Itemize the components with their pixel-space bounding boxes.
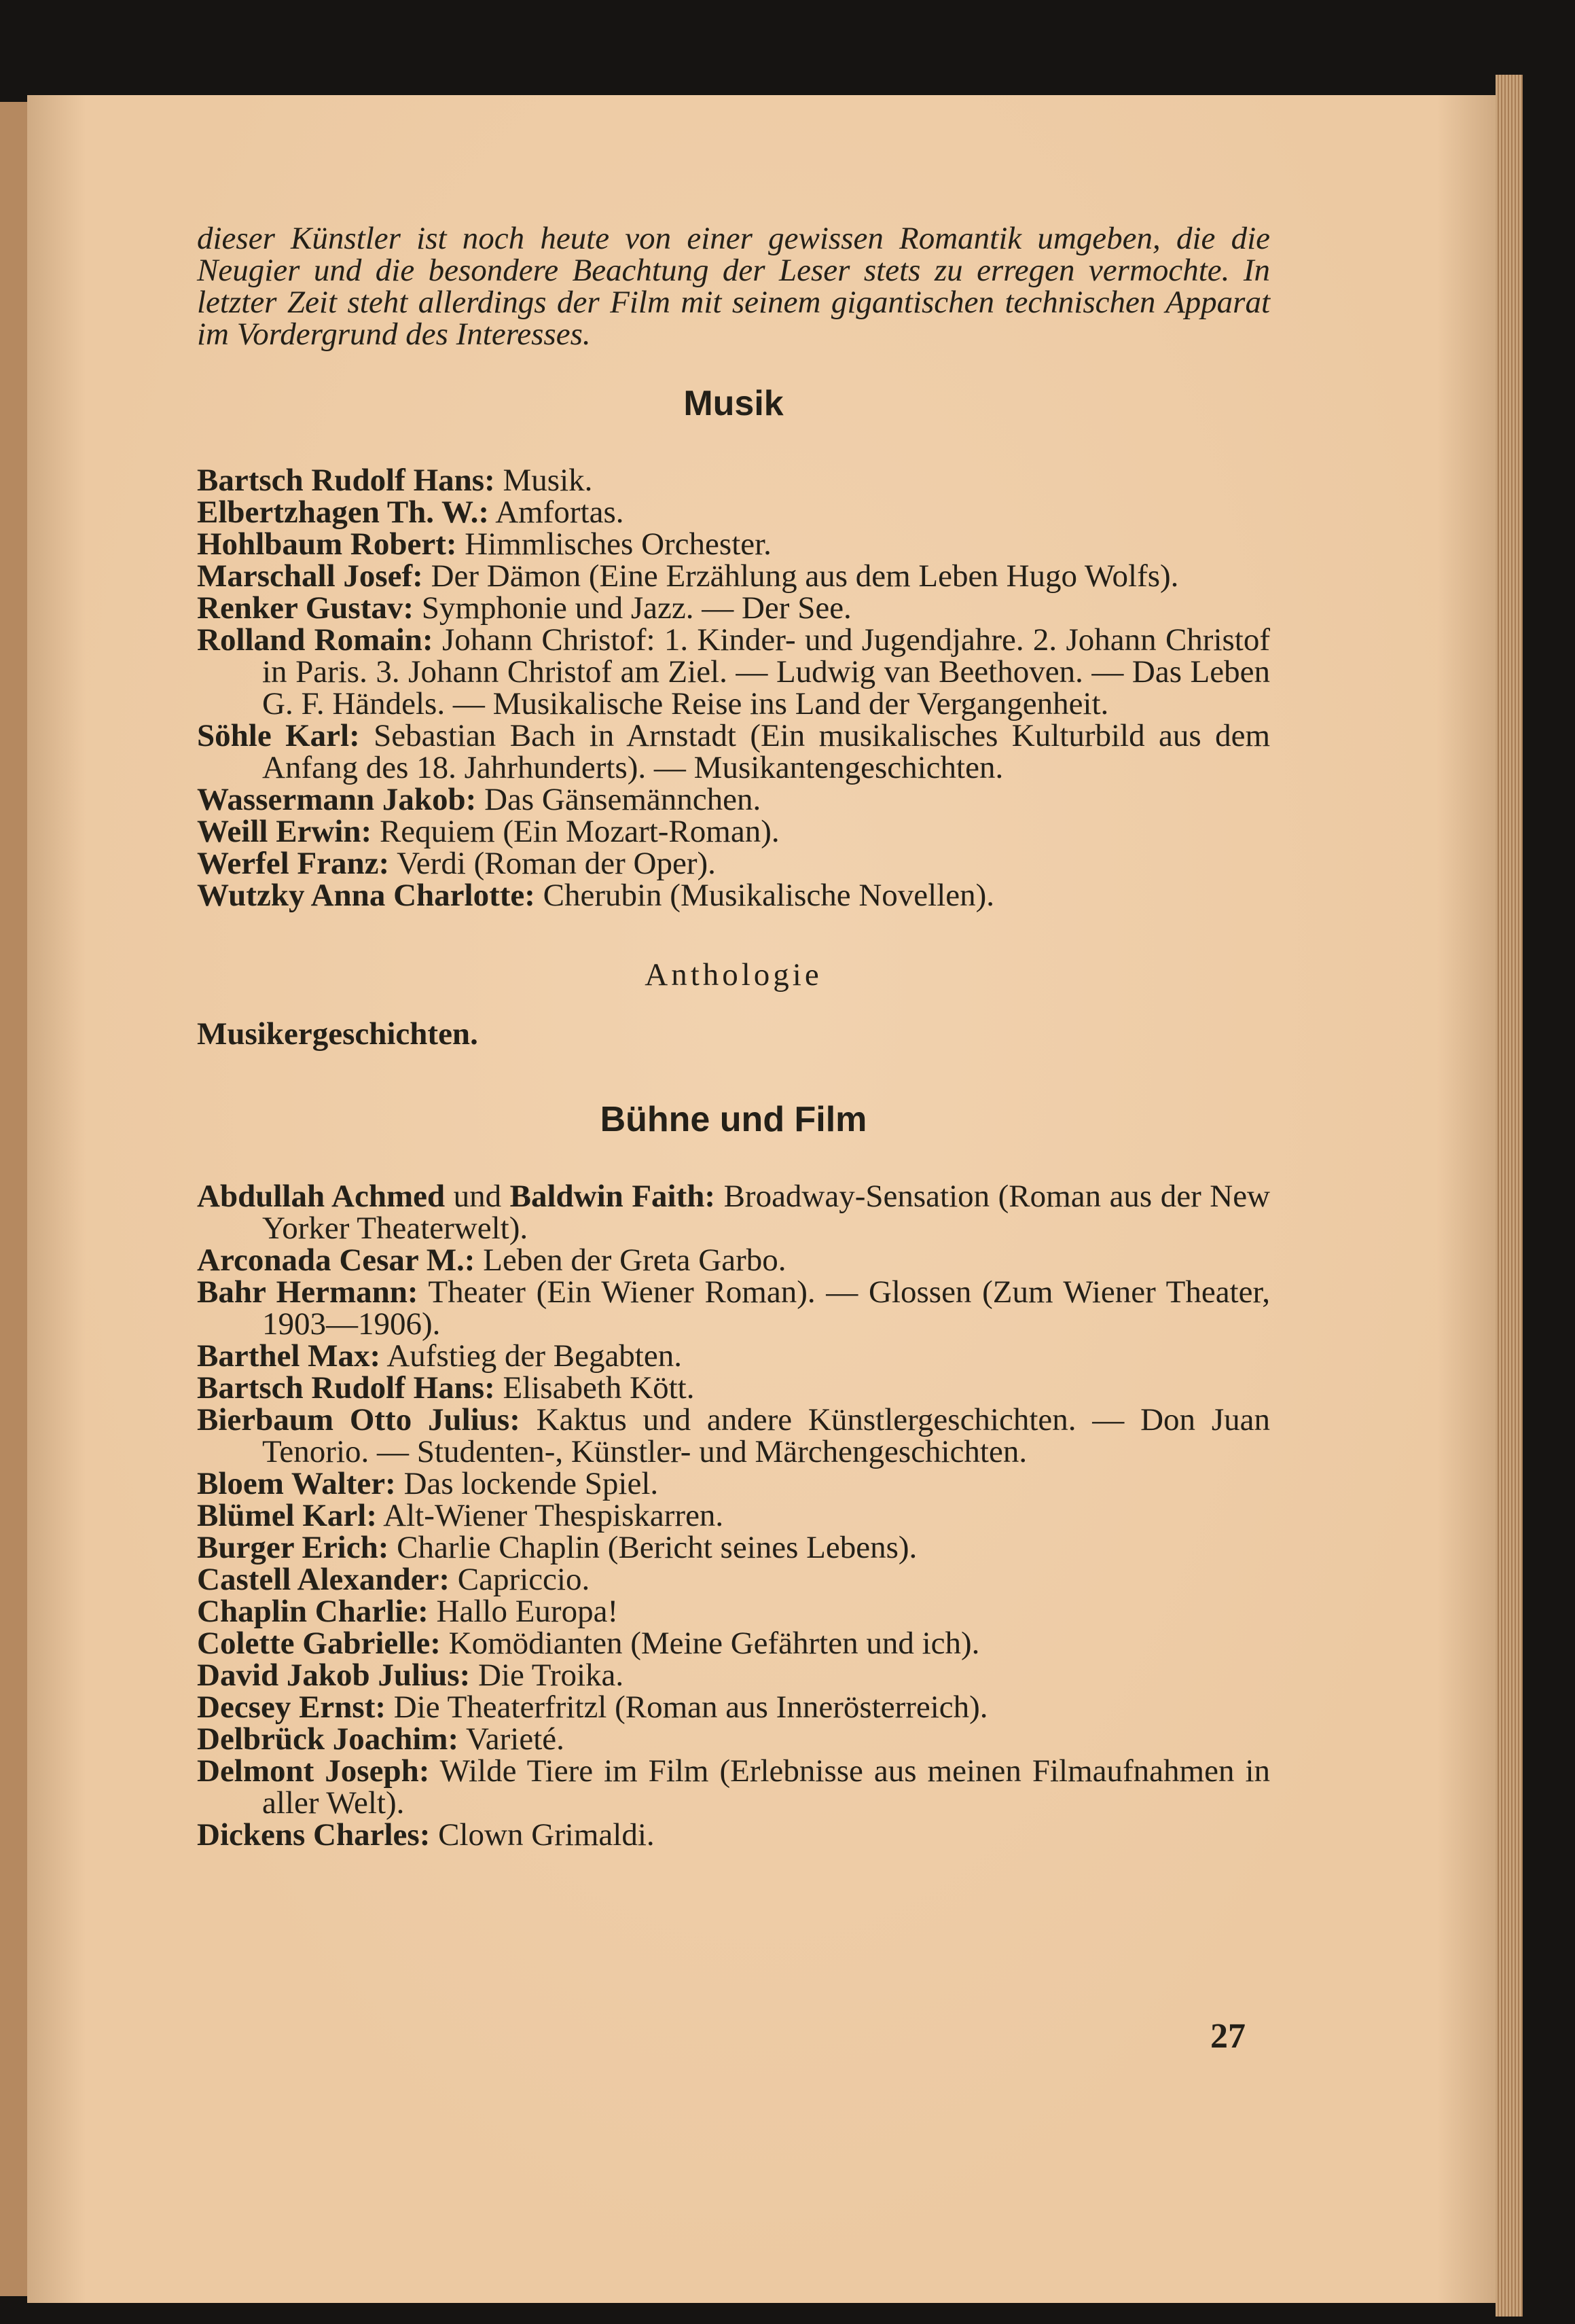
- musik-entry: [197, 784, 1270, 816]
- entry-author: Bierbaum Otto Julius:: [197, 1402, 520, 1437]
- entry-works: Broadway-Sensation (Roman aus der New Yorker Theaterwelt).: [262, 1179, 1270, 1246]
- entry-author: Delmont Joseph:: [197, 1753, 430, 1789]
- entry-works: Sebastian Bach in Arnstadt (Ein musikalisches Kulturbild aus dem Anfang des 18. Jahrhunderts). — Musikantengeschichten.: [262, 718, 1271, 785]
- entry-works: Das Gänsemännchen.: [484, 782, 761, 817]
- entry-author: Wutzky Anna Charlotte:: [197, 878, 535, 913]
- entry-works: Cherubin (Musikalische Novellen).: [543, 878, 995, 913]
- entry-works: Charlie Chaplin (Bericht seines Lebens).: [397, 1530, 918, 1565]
- entry-author: Bahr Hermann:: [197, 1274, 418, 1310]
- musik-entry: [197, 880, 1270, 912]
- entry-author: Renker Gustav:: [197, 590, 414, 626]
- entry-works: Alt-Wiener Thespiskarren.: [383, 1498, 724, 1533]
- entry-works: Himmlisches Orchester.: [465, 526, 772, 562]
- page-number: 27: [1210, 2017, 1246, 2056]
- buehne-entry: [197, 1692, 1270, 1723]
- buehne-entry: [197, 1340, 1270, 1372]
- page-stack-edge: [1496, 75, 1523, 2317]
- entry-author: Decsey Ernst:: [197, 1690, 386, 1725]
- buehne-entry: [197, 1564, 1270, 1596]
- musik-entry: [197, 720, 1270, 784]
- entry-author: Arconada Cesar M.:: [197, 1243, 475, 1278]
- entry-author: Marschall Josef:: [197, 558, 423, 594]
- entry-works: Die Theaterfritzl (Roman aus Innerösterreich).: [393, 1690, 988, 1725]
- buehne-entry: [197, 1468, 1270, 1500]
- buehne-entry: [197, 1245, 1270, 1276]
- entry-works: Leben der Greta Garbo.: [483, 1243, 786, 1278]
- buehne-entry: [197, 1723, 1270, 1755]
- buehne-entry: [197, 1819, 1270, 1851]
- entry-author: Werfel Franz:: [197, 846, 390, 881]
- entry-author: Hohlbaum Robert:: [197, 526, 457, 562]
- buehne-entry: [197, 1596, 1270, 1628]
- musik-entry: [197, 465, 1270, 497]
- entry-works: Musik.: [503, 463, 593, 498]
- musik-entry: [197, 497, 1270, 529]
- entry-works: Symphonie und Jazz. — Der See.: [421, 590, 852, 626]
- entry-author: David Jakob Julius:: [197, 1658, 471, 1693]
- entry-works: Elisabeth Kött.: [503, 1370, 695, 1406]
- entry-works: Capriccio.: [457, 1562, 590, 1597]
- intro-paragraph: dieser Künstler ist noch heute von einer gewissen Romantik umgeben, die die Neugier und die besondere Beachtung der Leser stets zu erregen vermochte. In letzter Zeit steht allerdings der Film mit seinem gigantischen technischen Apparat im Vordergrund des Interesses.: [197, 221, 1270, 352]
- entry-author: Colette Gabrielle:: [197, 1626, 441, 1661]
- entry-works: Das lockende Spiel.: [403, 1466, 659, 1501]
- buehne-entry: [197, 1660, 1270, 1692]
- entry-author: Dickens Charles:: [197, 1817, 431, 1853]
- entry-works: Hallo Europa!: [436, 1594, 619, 1629]
- section-heading-musik: Musik: [683, 384, 784, 423]
- entry-works: Requiem (Ein Mozart-Roman).: [379, 814, 780, 849]
- entry-author: Rolland Romain:: [197, 622, 433, 658]
- entry-works: Varieté.: [466, 1721, 564, 1757]
- entry-works: Theater (Ein Wiener Roman). — Glossen (Zum Wiener Theater, 1903—1906).: [262, 1274, 1270, 1342]
- buehne-entry-list: [197, 1181, 1270, 1851]
- entry-author: Weill Erwin:: [197, 814, 372, 849]
- entry-works: Wilde Tiere im Film (Erlebnisse aus meinen Filmaufnahmen in aller Welt).: [262, 1753, 1270, 1821]
- entry-works: Amfortas.: [495, 495, 624, 530]
- entry-conjunction: und: [445, 1179, 510, 1214]
- entry-author: Blümel Karl:: [197, 1498, 377, 1533]
- entry-author: Bloem Walter:: [197, 1466, 396, 1501]
- page-content: [197, 223, 1270, 1851]
- entry-author: Castell Alexander:: [197, 1562, 450, 1597]
- entry-author: Delbrück Joachim:: [197, 1721, 459, 1757]
- musik-entry: [197, 592, 1270, 624]
- entry-author: Wassermann Jakob:: [197, 782, 477, 817]
- buehne-entry: [197, 1755, 1270, 1819]
- entry-author-second: Baldwin Faith:: [509, 1179, 716, 1214]
- entry-works: Verdi (Roman der Oper).: [397, 846, 716, 881]
- musik-entry: [197, 526, 1270, 562]
- buehne-entry: [197, 1628, 1270, 1660]
- anthology-title: Musikergeschichten.: [197, 1016, 478, 1052]
- musik-entry: [197, 560, 1270, 592]
- section-heading-buehne-und-film: Bühne und Film: [600, 1100, 867, 1139]
- entry-works: Johann Christof: 1. Kinder- und Jugendjahre. 2. Johann Christof in Paris. 3. Johann Christof am Ziel. — Ludwig van Beethoven. — Das Leben G. F. Händels. — Musikalische Reise ins Land der Vergangenheit.: [262, 622, 1271, 721]
- entry-author: Burger Erich:: [197, 1530, 389, 1565]
- musik-entry: [197, 848, 1270, 880]
- buehne-entry: [197, 1276, 1270, 1340]
- buehne-entry: [197, 1404, 1270, 1468]
- buehne-entry: [197, 1500, 1270, 1532]
- buehne-entry: [197, 1372, 1270, 1404]
- entry-author: Bartsch Rudolf Hans:: [197, 463, 495, 498]
- entry-works: Aufstieg der Begabten.: [386, 1338, 682, 1374]
- musik-entry-list: [197, 465, 1270, 912]
- entry-works: Clown Grimaldi.: [438, 1817, 655, 1853]
- entry-works: Kaktus und andere Künstlergeschichten. — Don Juan Tenorio. — Studenten-, Künstler- und Märchengeschichten.: [262, 1402, 1270, 1469]
- entry-author: Bartsch Rudolf Hans:: [197, 1370, 495, 1406]
- musik-entry: [197, 816, 1270, 848]
- buehne-entry: [197, 1181, 1270, 1245]
- entry-author: Chaplin Charlie:: [197, 1594, 429, 1629]
- entry-author: Abdullah Achmed: [197, 1179, 446, 1214]
- entry-author: Barthel Max:: [197, 1338, 381, 1374]
- entry-works: Der Dämon (Eine Erzählung aus dem Leben Hugo Wolfs).: [431, 558, 1179, 594]
- musik-entry: [197, 624, 1270, 720]
- page-left-edge: [0, 102, 27, 2296]
- entry-author: Elbertzhagen Th. W.:: [197, 495, 490, 530]
- entry-author: Söhle Karl:: [197, 718, 360, 753]
- entry-works: Die Troika.: [478, 1658, 624, 1693]
- buehne-entry: [197, 1532, 1270, 1564]
- entry-works: Komödianten (Meine Gefährten und ich).: [448, 1626, 980, 1661]
- anthology-heading: Anthologie: [645, 957, 822, 993]
